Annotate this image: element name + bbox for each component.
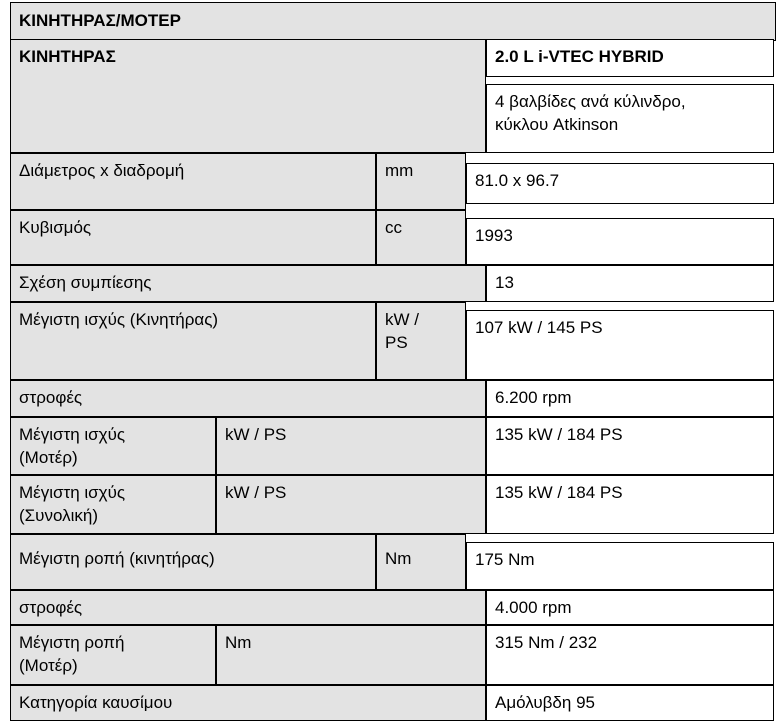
torque-rpm-label: στροφές — [10, 590, 486, 625]
max-torque-motor-label-line1: Μέγιστη ροπή — [19, 633, 125, 652]
compression-label: Σχέση συμπίεσης — [10, 265, 486, 302]
max-power-engine-unit — [376, 302, 466, 380]
torque-rpm-value: 4.000 rpm — [486, 590, 774, 625]
engine-model: 2.0 L i-VTEC HYBRID — [486, 39, 774, 77]
max-power-engine-unit-line2: PS — [385, 333, 408, 352]
max-torque-motor-unit: Nm — [216, 625, 486, 685]
max-power-motor-label — [10, 417, 216, 475]
max-torque-motor-value: 315 Nm / 232 — [486, 625, 774, 685]
bore-stroke-unit: mm — [376, 153, 466, 210]
displacement-label: Κυβισμός — [10, 210, 376, 265]
bore-stroke-label: Διάμετρος x διαδρομή — [10, 153, 376, 210]
max-torque-engine-unit: Nm — [376, 534, 466, 590]
max-power-motor-label-line1: Μέγιστη ισχύς — [19, 425, 126, 444]
engine-label: ΚΙΝΗΤΗΡΑΣ — [10, 39, 486, 153]
max-power-total-value: 135 kW / 184 PS — [486, 475, 774, 534]
engine-description-line1: 4 βαλβίδες ανά κύλινδρο, — [495, 92, 686, 111]
bore-stroke-value: 81.0 x 96.7 — [466, 163, 774, 204]
max-power-total-label — [10, 475, 216, 534]
max-torque-engine-value: 175 Nm — [466, 542, 774, 590]
power-rpm-label: στροφές — [10, 380, 486, 417]
engine-description-line2: κύκλου Atkinson — [495, 115, 619, 134]
displacement-value: 1993 — [466, 218, 774, 265]
max-torque-engine-label: Μέγιστη ροπή (κινητήρας) — [10, 534, 376, 590]
max-power-engine-label: Μέγιστη ισχύς (Κινητήρας) — [10, 302, 376, 380]
max-power-engine-unit-line1: kW / — [385, 310, 419, 329]
max-power-total-label-line1: Μέγιστη ισχύς — [19, 483, 126, 502]
max-power-total-unit: kW / PS — [216, 475, 486, 534]
displacement-unit: cc — [376, 210, 466, 265]
max-power-motor-label-line2: (Μοτέρ) — [19, 448, 78, 467]
max-power-total-label-line2: (Συνολική) — [19, 506, 98, 525]
max-power-motor-unit: kW / PS — [216, 417, 486, 475]
max-torque-motor-label — [10, 625, 216, 685]
max-torque-motor-label-line2: (Μοτέρ) — [19, 656, 78, 675]
engine-description — [486, 84, 774, 153]
fuel-label: Κατηγορία καυσίμου — [10, 685, 486, 721]
compression-value: 13 — [486, 265, 774, 302]
power-rpm-value: 6.200 rpm — [486, 380, 774, 417]
max-power-engine-value: 107 kW / 145 PS — [466, 310, 774, 380]
section-title: ΚΙΝΗΤΗΡΑΣ/ΜΟΤΕΡ — [10, 2, 776, 41]
fuel-value: Αμόλυβδη 95 — [486, 685, 774, 721]
max-power-motor-value: 135 kW / 184 PS — [486, 417, 774, 475]
